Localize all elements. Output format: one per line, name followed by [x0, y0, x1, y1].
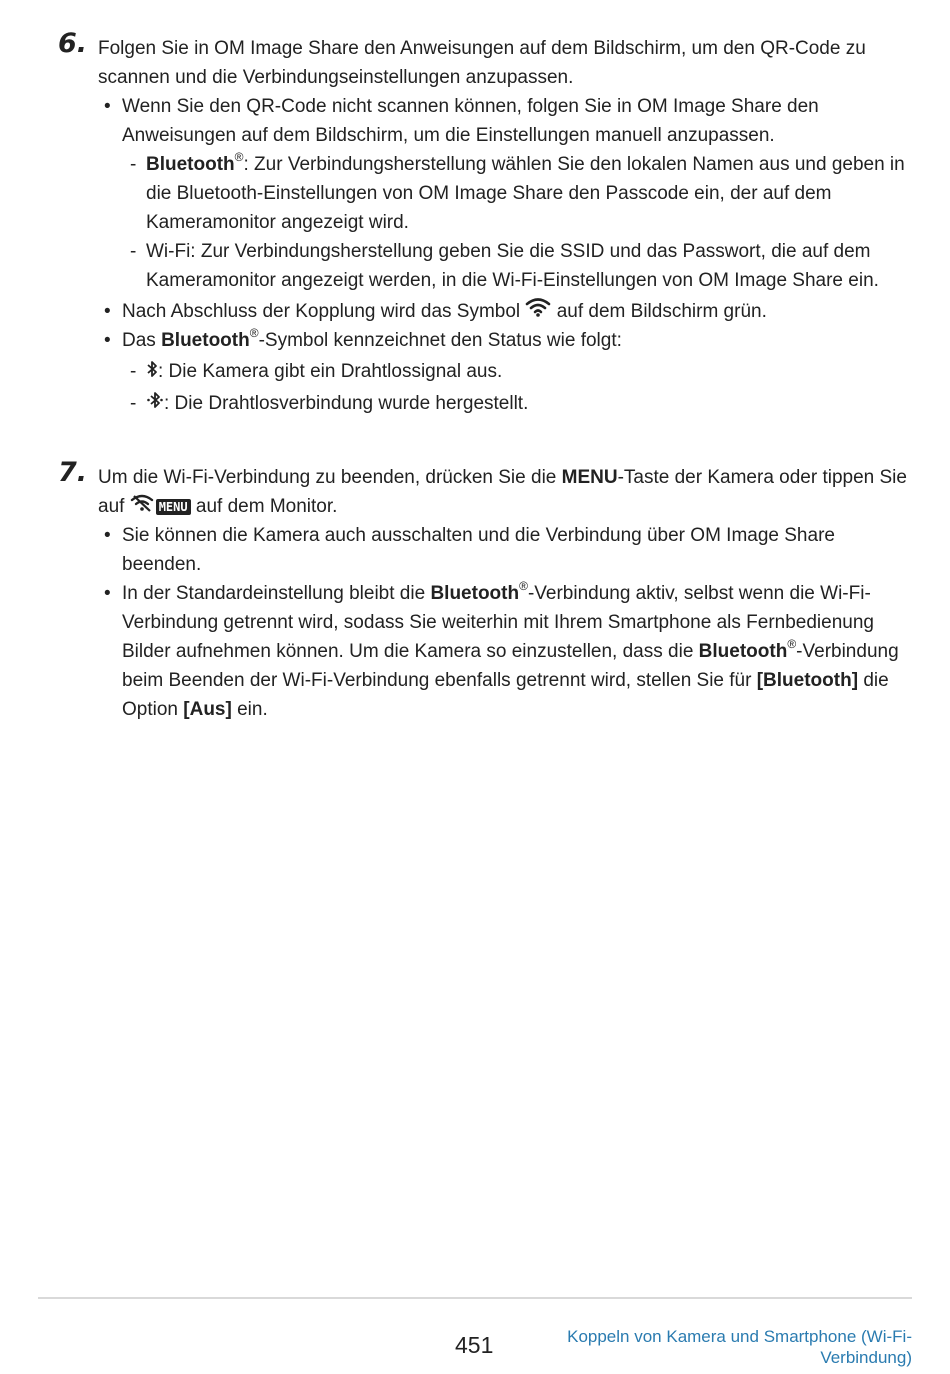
bluetooth-icon [146, 358, 158, 387]
step-number: 6. [58, 28, 88, 59]
bullet-text: auf dem Bildschirm grün. [556, 301, 767, 322]
bullet-text: ein. [237, 699, 268, 721]
term: Bluetooth [698, 641, 788, 663]
wifi-icon [525, 297, 551, 326]
bullet-text: Sie können die Kamera auch ausschalten und die Verbindung über OM Image Share beenden. [122, 525, 835, 576]
registered-mark: ® [519, 579, 528, 594]
list-item [98, 326, 912, 418]
step-text-part: auf dem Monitor. [195, 496, 338, 517]
bullet-text: In der Standardeinstellung bleibt die [122, 583, 426, 605]
sub-text: : Die Drahtlosverbindung wurde hergestellt. [164, 392, 529, 414]
registered-mark: ® [249, 326, 259, 341]
bullet-list [98, 521, 912, 724]
registered-mark: ® [787, 637, 797, 652]
step-number: 7. [58, 457, 88, 488]
bullet-list [98, 92, 912, 418]
sub-list [122, 357, 912, 418]
bullet-text: Das [122, 330, 156, 352]
step-6 [58, 28, 912, 418]
step-text-part: -Taste der Kamera oder tippen Sie auf [98, 467, 907, 517]
sub-list-item [122, 357, 912, 386]
step-text-part: Um die Wi-Fi-Verbindung zu beenden, drücken Sie die [98, 467, 557, 488]
sub-list-item [122, 150, 912, 237]
list-item [98, 297, 912, 326]
sub-list-item [122, 237, 912, 295]
bullet-text: Nach Abschluss der Kopplung wird das Symbol [122, 301, 521, 322]
term: [Aus] [183, 699, 232, 721]
term: Bluetooth [430, 583, 520, 605]
term: Bluetooth [161, 330, 250, 352]
bluetooth-connected-icon [146, 389, 164, 418]
list-item [98, 579, 912, 724]
step-text [98, 463, 912, 521]
footer-divider [38, 1297, 912, 1299]
footer-section-link[interactable]: Koppeln von Kamera und Smartphone (Wi-Fi-Verbindung) [567, 1327, 912, 1367]
bullet-text: -Verbindung beim Beenden der Wi-Fi-Verbindung ebenfalls getrennt wird, stellen Sie für [122, 641, 899, 692]
term: [Bluetooth] [756, 670, 859, 692]
sub-list [122, 150, 912, 295]
list-item [98, 521, 912, 579]
bullet-text: Wenn Sie den QR-Code nicht scannen können, folgen Sie in OM Image Share den Anweisungen auf dem Bildschirm, um die Einstellungen manuell anzupassen. [122, 96, 819, 146]
menu-term: MENU [561, 467, 618, 488]
bullet-text: -Symbol kennzeichnet den Status wie folgt: [258, 330, 622, 352]
step-7 [58, 457, 912, 724]
term: Bluetooth [146, 154, 235, 175]
bullet-text: die Option [122, 670, 889, 721]
registered-mark: ® [234, 149, 244, 164]
sub-list-item [122, 389, 912, 418]
wifi-off-icon [130, 492, 154, 521]
sub-text: : Zur Verbindungsherstellung wählen Sie den lokalen Namen aus und geben in die Bluetooth-Einstellungen von OM Image Share den Passcode ein, der auf dem Kameramonitor angezeigt wird. [146, 154, 905, 233]
sub-text: : Die Kamera gibt ein Drahtlossignal aus. [158, 361, 503, 383]
menu-icon: MENU [156, 499, 191, 515]
sub-text: Wi-Fi: Zur Verbindungsherstellung geben Sie die SSID und das Passwort, die auf dem Kameramonitor angezeigt werden, in die Wi-Fi-Einstellungen von OM Image Share ein. [146, 241, 879, 291]
bullet-text: -Verbindung aktiv, selbst wenn die Wi-Fi-Verbindung getrennt wird, sodass Sie weiterhin mit Ihrem Smartphone als Fernbedienung Bilder aufnehmen können. Um die Kamera so einzustellen, dass die [122, 583, 874, 663]
step-text: Folgen Sie in OM Image Share den Anweisungen auf dem Bildschirm, um den QR-Code zu scannen und die Verbindungseinstellungen anzupassen. [98, 38, 866, 88]
list-item [98, 92, 912, 295]
page-number: 451 [455, 1332, 494, 1358]
